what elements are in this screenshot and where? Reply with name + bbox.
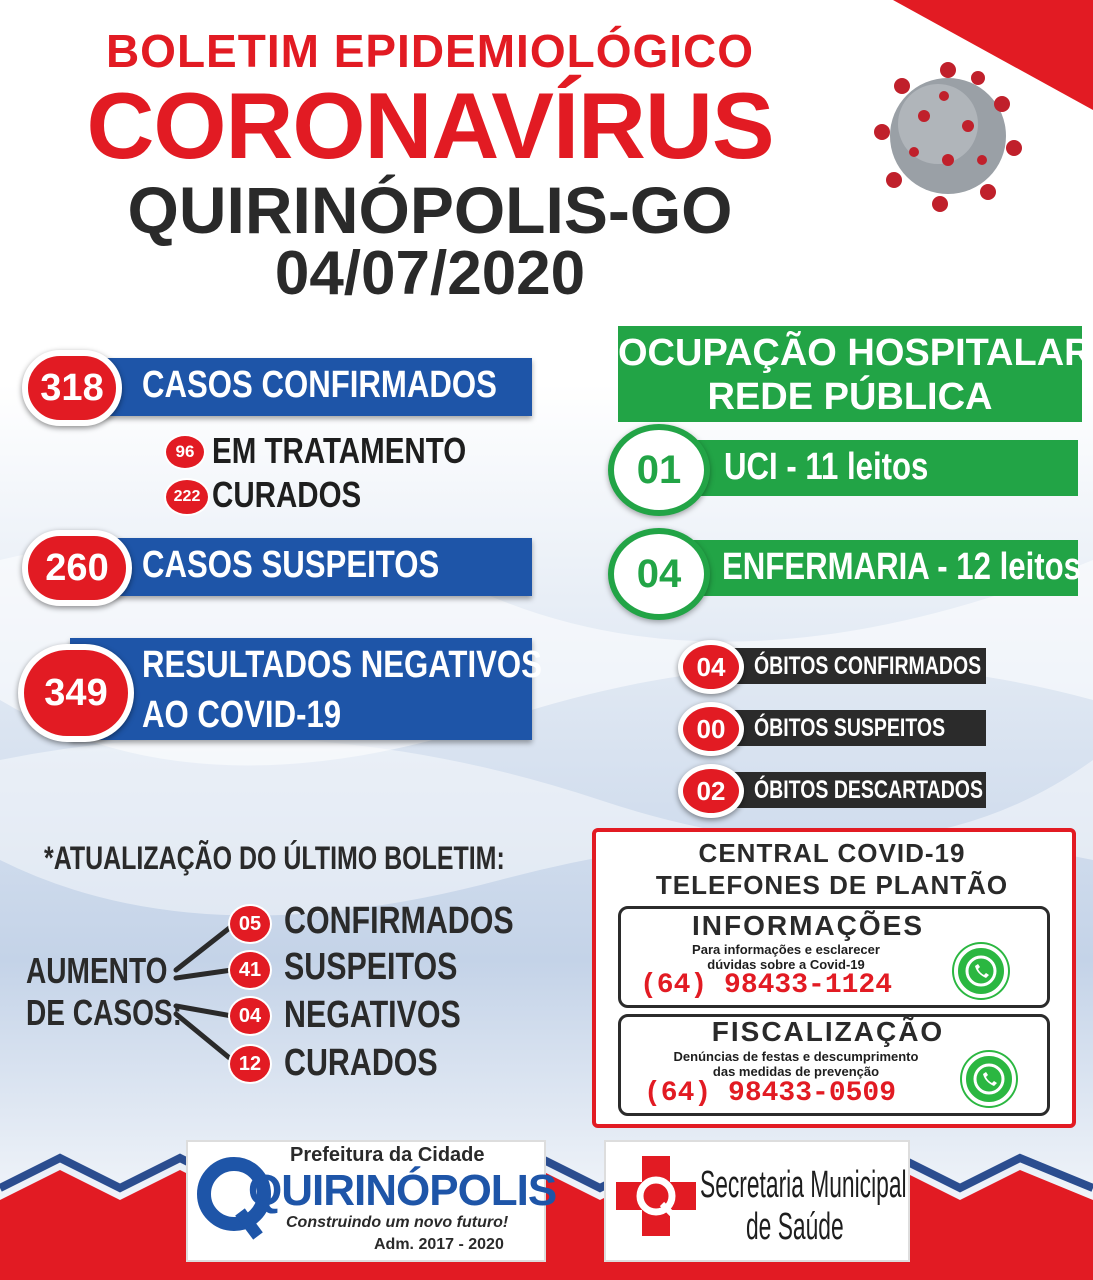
deaths-confirmed-label: ÓBITOS CONFIRMADOS bbox=[754, 651, 982, 680]
sec-line2: de Saúde bbox=[746, 1206, 844, 1248]
fisc-title: FISCALIZAÇÃO bbox=[711, 1016, 945, 1047]
update-title: *ATUALIZAÇÃO DO ÚLTIMO BOLETIM: bbox=[44, 840, 505, 876]
treatment-value: 96 bbox=[164, 434, 206, 470]
whatsapp-icon[interactable] bbox=[954, 944, 1008, 998]
hospital-title-2: REDE PÚBLICA bbox=[707, 376, 993, 418]
deaths-confirmed-bar bbox=[720, 648, 986, 684]
info-phone[interactable]: (64) 98433-1124 bbox=[640, 970, 893, 1001]
pref-slogan: Construindo um novo futuro! bbox=[286, 1214, 509, 1231]
connector-lines bbox=[170, 910, 240, 1070]
confirmed-value: 318 bbox=[22, 350, 122, 426]
info-desc-2: dúvidas sobre a Covid-19 bbox=[707, 957, 865, 972]
fisc-desc-2: das medidas de prevenção bbox=[712, 1064, 880, 1079]
whatsapp-icon[interactable] bbox=[962, 1052, 1016, 1106]
uci-value: 01 bbox=[608, 424, 710, 516]
negative-label-1: RESULTADOS NEGATIVOS bbox=[142, 644, 542, 686]
cured-label: CURADOS bbox=[212, 474, 362, 515]
deaths-discarded-bar bbox=[720, 772, 986, 808]
info-title: INFORMAÇÕES bbox=[692, 910, 924, 941]
update-cured-label: CURADOS bbox=[284, 1042, 438, 1084]
fisc-phone[interactable]: (64) 98433-0509 bbox=[644, 1078, 897, 1109]
deaths-discarded-value: 02 bbox=[678, 764, 744, 818]
coronavirus-title: CORONAVÍRUS bbox=[86, 73, 774, 178]
central-title-1: CENTRAL COVID-19 bbox=[698, 838, 966, 868]
uci-label: UCI - 11 leitos bbox=[724, 446, 929, 488]
central-title-2: TELEFONES DE PLANTÃO bbox=[655, 870, 1009, 900]
info-desc-1: Para informações e esclarecer bbox=[692, 942, 880, 957]
ward-label: ENFERMARIA - 12 leitos bbox=[722, 546, 1081, 588]
bulletin-title: BOLETIM EPIDEMIOLÓGICO bbox=[105, 25, 755, 77]
confirmed-label: CASOS CONFIRMADOS bbox=[142, 364, 497, 406]
deaths-suspected-label: ÓBITOS SUSPEITOS bbox=[754, 713, 946, 742]
treatment-label: EM TRATAMENTO bbox=[212, 430, 467, 471]
date-title: 04/07/2020 bbox=[274, 239, 586, 308]
aumento-line2: DE CASOS: bbox=[26, 992, 183, 1033]
aumento-line1: AUMENTO bbox=[26, 950, 168, 991]
update-negative-value: 04 bbox=[228, 996, 272, 1036]
update-confirmed-label: CONFIRMADOS bbox=[284, 900, 514, 942]
sec-line1: Secretaria Municipal bbox=[700, 1164, 907, 1206]
hospital-title-1: OCUPAÇÃO HOSPITALAR bbox=[618, 332, 1092, 374]
suspected-label: CASOS SUSPEITOS bbox=[142, 544, 440, 586]
pref-top: Prefeitura da Cidade bbox=[290, 1144, 485, 1166]
update-cured-value: 12 bbox=[228, 1044, 272, 1084]
pref-adm: Adm. 2017 - 2020 bbox=[374, 1236, 504, 1253]
city-title: QUIRINÓPOLIS-GO bbox=[127, 173, 733, 247]
update-suspected-value: 41 bbox=[228, 950, 272, 990]
ward-value: 04 bbox=[608, 528, 710, 620]
virus-icon bbox=[868, 56, 1028, 216]
fisc-desc-1: Denúncias de festas e descumprimento bbox=[673, 1049, 919, 1064]
update-suspected-label: SUSPEITOS bbox=[284, 946, 458, 988]
cured-value: 222 bbox=[164, 478, 210, 516]
negative-label-2: AO COVID-19 bbox=[142, 694, 342, 736]
update-confirmed-value: 05 bbox=[228, 904, 272, 944]
deaths-suspected-bar bbox=[720, 710, 986, 746]
deaths-confirmed-value: 04 bbox=[678, 640, 744, 694]
pref-name: QUIRINÓPOLIS bbox=[248, 1166, 557, 1215]
update-negative-label: NEGATIVOS bbox=[284, 994, 461, 1036]
health-cross-icon bbox=[612, 1152, 700, 1240]
deaths-suspected-value: 00 bbox=[678, 702, 744, 756]
deaths-discarded-label: ÓBITOS DESCARTADOS bbox=[754, 775, 983, 804]
negative-value: 349 bbox=[18, 644, 134, 742]
suspected-value: 260 bbox=[22, 530, 132, 606]
